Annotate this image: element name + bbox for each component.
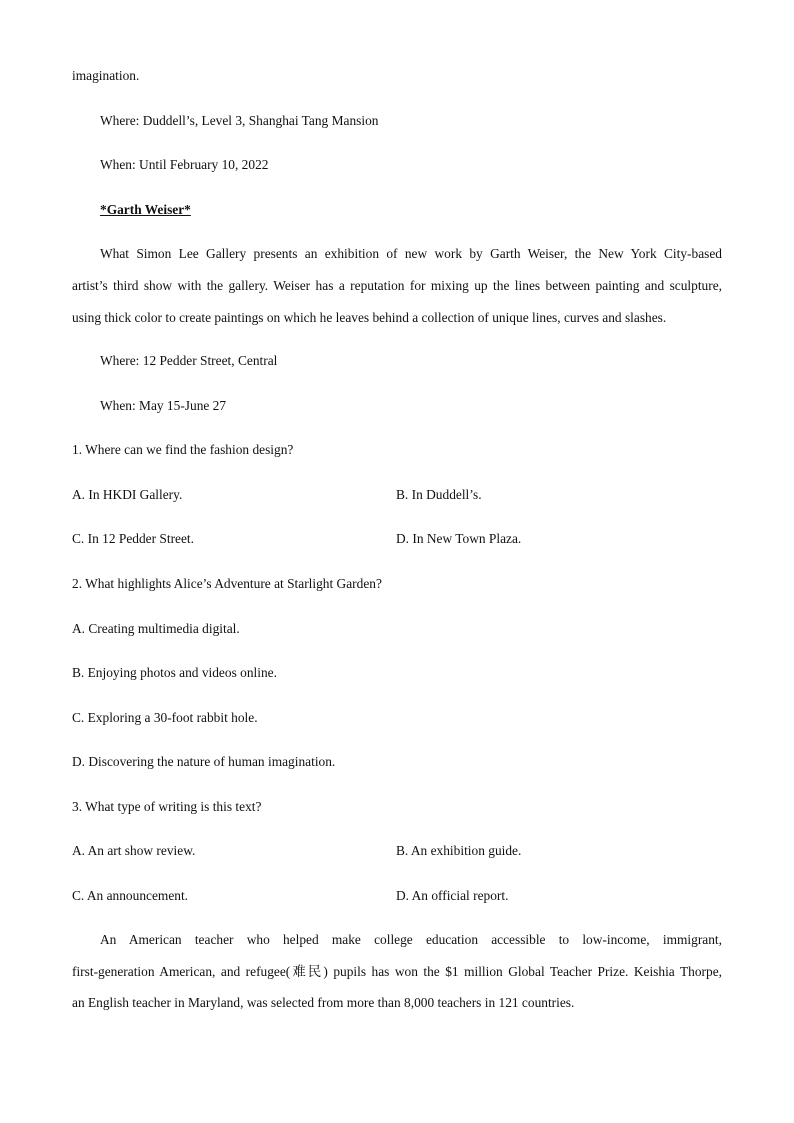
q1-option-a: A. In HKDI Gallery. <box>72 487 183 502</box>
q2-option-b: B. Enjoying photos and videos online. <box>72 665 277 680</box>
q2-option-d: D. Discovering the nature of human imagination. <box>72 754 336 769</box>
q3-option-d: D. An official report. <box>396 888 509 903</box>
garth-weiser-heading: *Garth Weiser* <box>100 202 191 217</box>
intro-tail-text: imagination. <box>72 68 140 83</box>
q1-option-d: D. In New Town Plaza. <box>396 531 522 546</box>
q1-option-b: B. In Duddell’s. <box>396 487 482 502</box>
question-1: 1. Where can we find the fashion design? <box>72 442 294 457</box>
passage2-line-1: An American teacher who helped make college education accessible to low-income, immigrant, <box>100 932 722 947</box>
q3-option-c: C. An announcement. <box>72 888 189 903</box>
garth-paragraph-line-2: artist’s third show with the gallery. Weiser has a reputation for mixing up the lines between painting and sculpture, <box>72 278 722 293</box>
garth-paragraph-line-3: using thick color to create paintings on which he leaves behind a collection of unique lines, curves and slashes. <box>72 310 667 325</box>
garth-where: Where: 12 Pedder Street, Central <box>100 353 278 368</box>
garth-paragraph-line-1: What Simon Lee Gallery presents an exhibition of new work by Garth Weiser, the New York City-based <box>100 246 722 261</box>
passage2-line-3: an English teacher in Maryland, was selected from more than 8,000 teachers in 121 countries. <box>72 995 575 1010</box>
question-3: 3. What type of writing is this text? <box>72 799 262 814</box>
q1-option-c: C. In 12 Pedder Street. <box>72 531 194 546</box>
duddells-where: Where: Duddell’s, Level 3, Shanghai Tang Mansion <box>100 113 379 128</box>
q3-option-a: A. An art show review. <box>72 843 196 858</box>
question-2: 2. What highlights Alice’s Adventure at Starlight Garden? <box>72 576 382 591</box>
q2-option-a: A. Creating multimedia digital. <box>72 621 240 636</box>
duddells-when: When: Until February 10, 2022 <box>100 157 269 172</box>
q2-option-c: C. Exploring a 30-foot rabbit hole. <box>72 710 258 725</box>
q3-option-b: B. An exhibition guide. <box>396 843 522 858</box>
passage2-line-2: first-generation American, and refugee(难民) pupils has won the $1 million Global Teacher Prize. Keishia Thorpe, <box>72 964 722 979</box>
garth-when: When: May 15-June 27 <box>100 398 227 413</box>
